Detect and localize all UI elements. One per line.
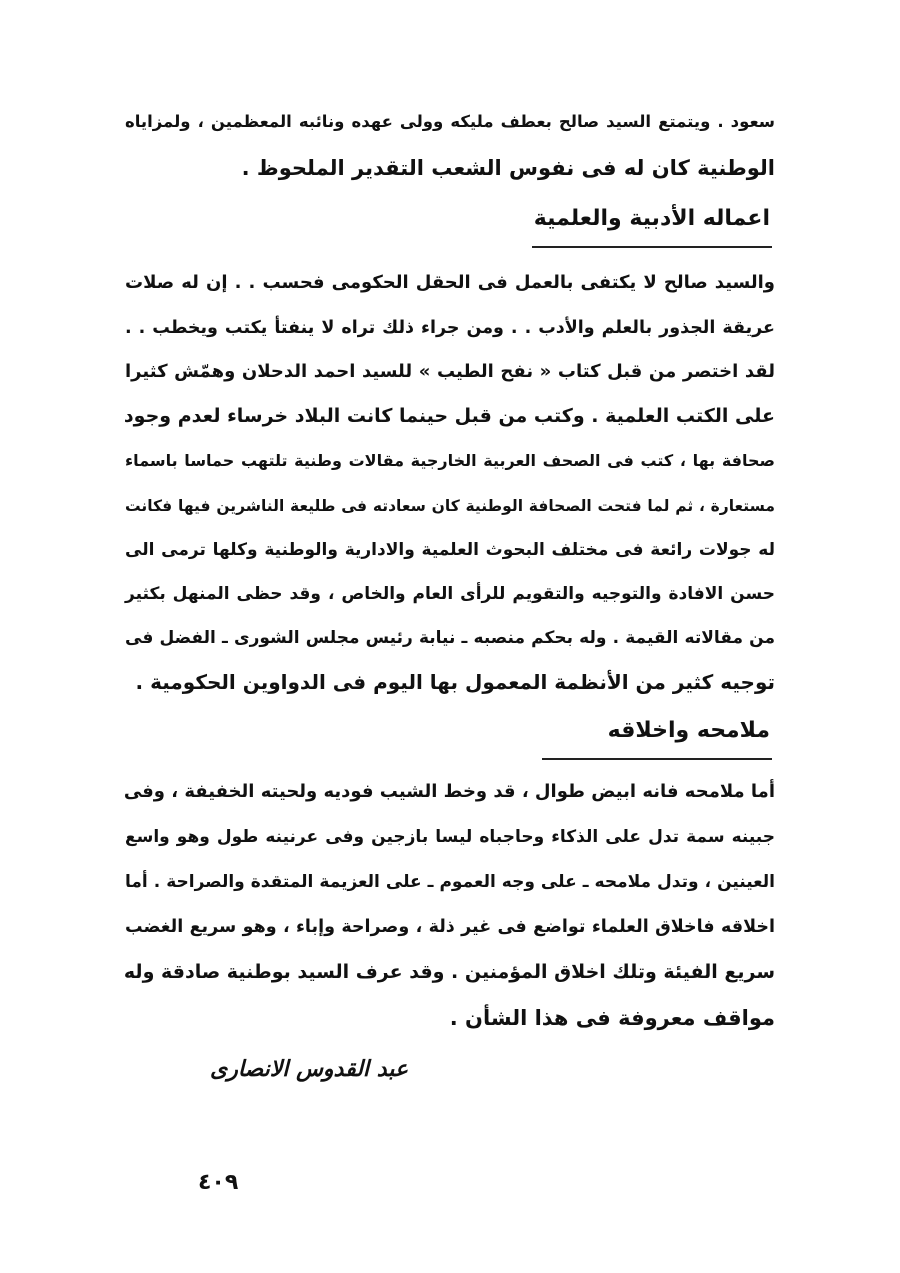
body-text-line: له جولات رائعة فى مختلف البحوث العلمية والادارية والوطنية وكلها ترمى الى bbox=[125, 540, 775, 560]
body-text-line: عريقة الجذور بالعلم والأدب . . ومن جراء ذلك تراه لا ينفتأ يكتب ويخطب . . bbox=[125, 318, 775, 338]
body-text-line: صحافة بها ، كتب فى الصحف العربية الخارجية مقالات وطنية تلتهب حماسا باسماء bbox=[125, 451, 775, 470]
body-text-line: لقد اختصر من قبل كتاب « نفح الطيب » للسيد احمد الدحلان وهمّش كثيرا bbox=[125, 361, 775, 382]
body-text-line: على الكتب العلمية . وكتب من قبل حينما كانت البلاد خرساء لعدم وجود bbox=[123, 405, 775, 427]
body-text-line: جبينه سمة تدل على الذكاء وحاجباه ليسا بازجين وفى عرنينه طول وهو واسع bbox=[125, 827, 775, 847]
section-heading-literary-works: اعماله الأدبية والعلمية bbox=[533, 206, 770, 231]
body-text-line: مواقف معروفة فى هذا الشأن . bbox=[449, 1006, 775, 1030]
section-divider bbox=[532, 246, 772, 248]
body-text-line: العينين ، وتدل ملامحه ـ على وجه العموم ـ على العزيمة المتقدة والصراحة . أما bbox=[125, 872, 775, 892]
body-text-line: أما ملامحه فانه ابيض طوال ، قد وخط الشيب فوديه ولحيته الخفيفة ، وفى bbox=[123, 781, 775, 802]
section-heading-features: ملامحه واخلاقه bbox=[607, 718, 770, 743]
body-text-line: اخلاقه فاخلاق العلماء تواضع فى غير ذلة ، وصراحة وإباء ، وهو سريع الغضب bbox=[125, 917, 775, 937]
body-text-line: مستعارة ، ثم لما فتحت الصحافة الوطنية كان سعادته فى طليعة الناشرين فيها فكانت bbox=[125, 497, 775, 515]
author-signature: عبد القدوس الانصارى bbox=[210, 1057, 409, 1082]
page-number: ٤٠٩ bbox=[198, 1170, 239, 1195]
body-text-line: حسن الافادة والتوجيه والتقويم للرأى العام والخاص ، وقد حظى المنهل بكثير bbox=[125, 584, 775, 604]
body-text-line: توجيه كثير من الأنظمة المعمول بها اليوم فى الدواوين الحكومية . bbox=[135, 670, 775, 694]
body-text-line: سعود . ويتمتع السيد صالح بعطف مليكه وولى عهده ونائبه المعظمين ، ولمزاياه bbox=[125, 112, 775, 131]
body-text-line: الوطنية كان له فى نفوس الشعب التقدير الملحوظ . bbox=[241, 156, 775, 180]
body-text-line: من مقالاته القيمة . وله بحكم منصبه ـ نيابة رئيس مجلس الشورى ـ الفضل فى bbox=[125, 628, 775, 648]
body-text-line: والسيد صالح لا يكتفى بالعمل فى الحقل الحكومى فحسب . . إن له صلات bbox=[125, 272, 775, 293]
section-divider bbox=[542, 758, 772, 760]
body-text-line: سريع الفيئة وتلك اخلاق المؤمنين . وقد عرف السيد بوطنية صادقة وله bbox=[123, 961, 775, 983]
